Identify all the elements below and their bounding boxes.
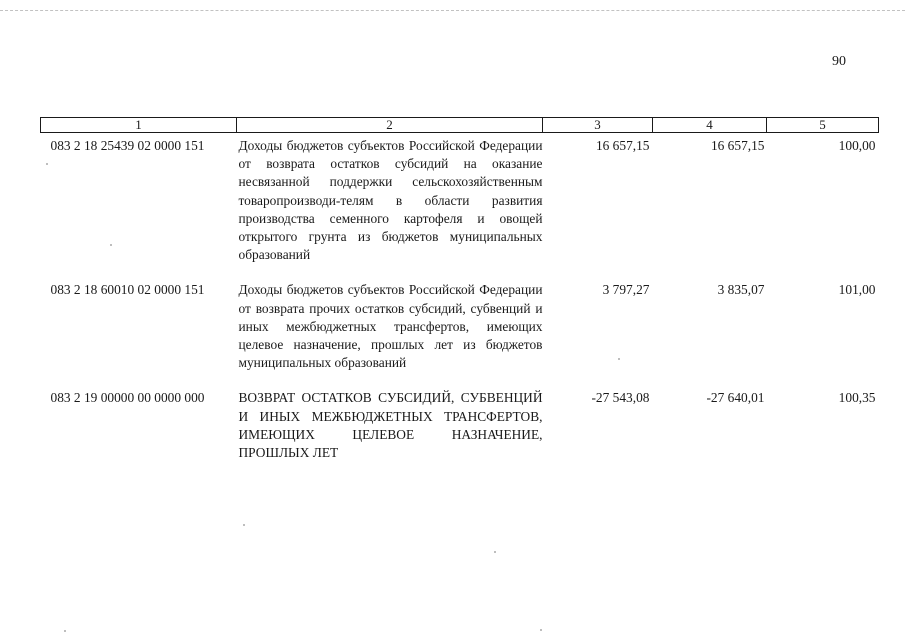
scan-speck (110, 244, 112, 246)
budget-code: 083 2 18 25439 02 0000 151 (50, 138, 205, 153)
table-row (41, 389, 879, 462)
value-col-5: 101,00 (838, 282, 876, 298)
value-col-5: 100,35 (838, 390, 876, 406)
value-col-4: 16 657,15 (710, 138, 765, 153)
scan-edge-artifact (0, 10, 905, 14)
value-col-3: 3 797,27 (602, 282, 650, 298)
value-col-3: -27 543,08 (591, 390, 650, 406)
column-header-2: 2 (237, 118, 543, 133)
scan-speck (243, 524, 245, 526)
value-col-4: -27 640,01 (706, 390, 765, 406)
value-col-5: 100,00 (838, 138, 876, 153)
scan-speck (46, 163, 48, 165)
column-header-4: 4 (653, 118, 767, 133)
value-col-4: 3 835,07 (717, 282, 765, 298)
budget-table (40, 117, 879, 462)
table-header-row (41, 118, 879, 133)
scan-speck (64, 630, 66, 632)
column-header-1: 1 (41, 118, 237, 133)
income-description: Доходы бюджетов субъектов Российской Федерации от возврата остатков субсидий на оказание несвязанной поддержки сельскохозяйственным товаропроизводи-телям в области развития производства семенного картофеля и овощей открытого грунта из бюджетов муниципальных образований (238, 138, 543, 263)
income-description: Доходы бюджетов субъектов Российской Федерации от возврата прочих остатков субсидий, субвенций и иных межбюджетных трансфертов, имеющих целевое назначение, прошлых лет из бюджетов муниципальных образований (238, 282, 543, 371)
scan-speck (540, 629, 542, 631)
budget-code: 083 2 19 00000 00 0000 000 (50, 390, 205, 406)
table-row (41, 133, 879, 265)
column-header-3: 3 (543, 118, 653, 133)
row-spacer (41, 372, 879, 389)
row-spacer (41, 264, 879, 281)
value-col-3: 16 657,15 (595, 138, 650, 153)
scan-speck (494, 551, 496, 553)
table-row (41, 281, 879, 372)
budget-code: 083 2 18 60010 02 0000 151 (50, 282, 205, 298)
column-header-5: 5 (767, 118, 879, 133)
scan-speck (618, 358, 620, 360)
income-description: ВОЗВРАТ ОСТАТКОВ СУБСИДИЙ, СУБВЕНЦИЙ И ИНЫХ МЕЖБЮДЖЕТНЫХ ТРАНСФЕРТОВ, ИМЕЮЩИХ ЦЕЛЕВОЕ НАЗНАЧЕНИЕ, ПРОШЛЫХ ЛЕТ (238, 390, 543, 461)
page-number: 90 (832, 54, 846, 69)
